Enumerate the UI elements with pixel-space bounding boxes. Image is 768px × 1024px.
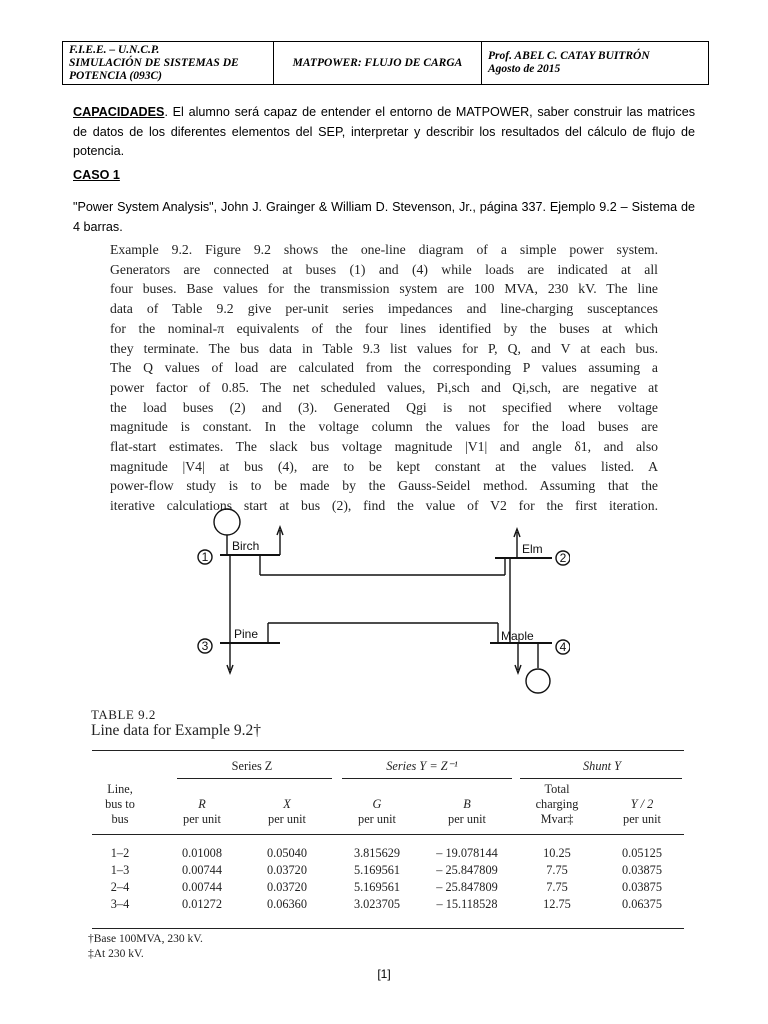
bus-name-pine: Pine	[234, 627, 259, 641]
col-header-text	[422, 782, 512, 797]
col-header-r	[162, 782, 242, 827]
table-cell: 0.03720	[267, 880, 307, 894]
col-header-text: per unit	[268, 812, 306, 826]
col-header-g	[337, 782, 417, 827]
table-cell: 2–4	[110, 880, 130, 894]
table-cell: 0.05040	[267, 846, 307, 860]
table-cell: 5.169561	[353, 863, 401, 877]
bus-name-maple: Maple	[501, 629, 534, 643]
col-header-y-half	[602, 782, 682, 827]
table-cell: 3.815629	[353, 846, 401, 860]
example-line: The Q values of load are calculated from the corresponding P values assuming a	[110, 360, 658, 376]
caso-reference: "Power System Analysis", John J. Grainger & William D. Stevenson, Jr., página 337. Ejemplo 9.2 – Sistema de 4 barras.	[73, 200, 695, 234]
col-header-text: Total	[544, 782, 570, 796]
col-header-text: X	[283, 797, 291, 811]
bus-name-elm: Elm	[522, 542, 543, 556]
table-cell: 12.75	[543, 897, 571, 911]
table-cell: 5.169561	[353, 880, 401, 894]
table-cell: 0.03720	[267, 863, 307, 877]
col-header-text: charging	[535, 797, 579, 811]
capacidades-text: . El alumno será capaz de entender el entorno de MATPOWER, saber construir las matrices de datos de los diferentes elementos del SEP, interpretar y describir los resultados del cálculo de flujo de potencia.	[73, 105, 695, 158]
example-line: magnitude |V4| at bus (4), are to be kept constant at the values listed. A	[110, 458, 658, 474]
example-line: Generators are connected at buses (1) and (4) while loads are indicated at all	[110, 261, 658, 277]
table-caption	[91, 707, 261, 740]
col-header-text: Y / 2	[630, 797, 654, 811]
table-cell: 1–3	[110, 863, 130, 877]
col-header-text	[337, 782, 417, 797]
page-number: [1]	[377, 967, 391, 981]
col-header-b	[422, 782, 512, 827]
col-header-line	[92, 782, 148, 827]
table-cell: 0.05125	[622, 846, 662, 860]
header-course-line: SIMULACIÓN DE SISTEMAS DE	[69, 56, 239, 69]
col-header-text: per unit	[358, 812, 396, 826]
table-title: Line data for Example 9.2†	[91, 722, 262, 739]
col-header-text: B	[463, 797, 471, 811]
footnote-kv: ‡At 230 kV.	[88, 948, 144, 960]
example-line: power-flow study is to be made by the Gauss-Seidel method. Assuming that the	[110, 478, 658, 494]
col-header-x	[247, 782, 327, 827]
table-cell: 10.25	[543, 846, 571, 860]
example-line: power factor of 0.85. The net scheduled values, Pi,sch and Qi,sch, are negative at	[110, 379, 658, 395]
example-line: the load buses (2) and (3). Generated Qgi is not specified where voltage	[110, 399, 658, 415]
col-header-text	[162, 782, 242, 797]
col-header-text: per unit	[183, 812, 221, 826]
table-cell: – 19.078144	[436, 846, 498, 860]
header-course-line: POTENCIA (093C)	[69, 69, 162, 82]
example-line: they terminate. The bus data in Table 9.3 list values for P, Q, and V at each bus.	[110, 340, 658, 356]
example-line: for the nominal-π equivalents of the four lines identified by the buses at which	[110, 320, 658, 336]
bus-name-birch: Birch	[232, 539, 260, 553]
group-header-series-y: Series Y = Z⁻¹	[386, 759, 458, 773]
header-professor	[482, 42, 708, 84]
group-header-shunt-y: Shunt Y	[583, 759, 621, 773]
header-topic: MATPOWER: FLUJO DE CARGA	[274, 42, 482, 84]
bus-number-2: 2	[559, 551, 567, 565]
col-header-text: Line,	[107, 782, 133, 796]
one-line-diagram	[180, 500, 570, 705]
generator-bus-1-icon	[214, 509, 240, 535]
table-cell: 0.06360	[267, 897, 307, 911]
col-header-text: Mvar‡	[540, 812, 574, 826]
bus-number-4: 4	[559, 640, 567, 654]
generator-bus-4-icon	[526, 669, 550, 693]
table-cell: 3–4	[110, 897, 130, 911]
table-cell: 0.01008	[182, 846, 222, 860]
capacidades-paragraph	[73, 103, 695, 162]
group-header-series-z: Series Z	[231, 759, 273, 773]
table-cell: – 15.118528	[436, 897, 498, 911]
example-line: four buses. Base values for the transmission system are 100 MVA, 230 kV. The line	[110, 281, 658, 297]
bus-number-3: 3	[201, 639, 209, 653]
table-cell: 7.75	[546, 880, 568, 894]
table-cell: – 25.847809	[436, 863, 498, 877]
table-cell: – 25.847809	[436, 880, 498, 894]
example-line: flat-start estimates. The slack bus voltage magnitude |V1| and angle δ1, and also	[110, 439, 658, 455]
col-header-text: bus	[111, 812, 129, 826]
example-line: data of Table 9.2 give per-unit series impedances and line-charging susceptances	[110, 301, 658, 317]
col-header-text: per unit	[623, 812, 661, 826]
header-course-line: F.I.E.E. – U.N.C.P.	[69, 43, 160, 56]
bus-number-1: 1	[201, 550, 209, 564]
table-cell: 0.03875	[622, 863, 662, 877]
table-cell: 3.023705	[353, 897, 401, 911]
example-line: iterative calculations start at bus (2), find the value of V2 for the first iteration.	[110, 498, 658, 514]
table-cell: 0.06375	[622, 897, 662, 911]
header-date: Agosto de 2015	[488, 63, 561, 75]
example-line: magnitude is constant. In the voltage column the values for the load buses are	[110, 419, 658, 435]
col-header-text: R	[198, 797, 206, 811]
caso-title: CASO 1	[73, 168, 120, 182]
example-line: Example 9.2. Figure 9.2 shows the one-line diagram of a simple power system.	[110, 242, 658, 257]
header-professor-name: Prof. ABEL C. CATAY BUITRÓN	[488, 50, 650, 62]
col-header-text: per unit	[448, 812, 486, 826]
table-cell: 1–2	[110, 846, 130, 860]
footnote-base: †Base 100MVA, 230 kV.	[88, 933, 203, 945]
table-cell: 0.01272	[182, 897, 222, 911]
col-header-charging	[517, 782, 597, 827]
table-cell: 7.75	[546, 863, 568, 877]
col-header-text: G	[372, 797, 382, 811]
header-course	[63, 42, 274, 84]
col-header-text: bus to	[105, 797, 135, 811]
table-cell: 0.03875	[622, 880, 662, 894]
table-cell: 0.00744	[182, 880, 222, 894]
capacidades-label: CAPACIDADES	[73, 105, 165, 119]
example-text	[110, 240, 658, 516]
table-number: TABLE 9.2	[91, 707, 156, 722]
header-table	[62, 41, 709, 85]
table-cell: 0.00744	[182, 863, 222, 877]
col-header-text	[602, 782, 682, 797]
col-header-text	[247, 782, 327, 797]
